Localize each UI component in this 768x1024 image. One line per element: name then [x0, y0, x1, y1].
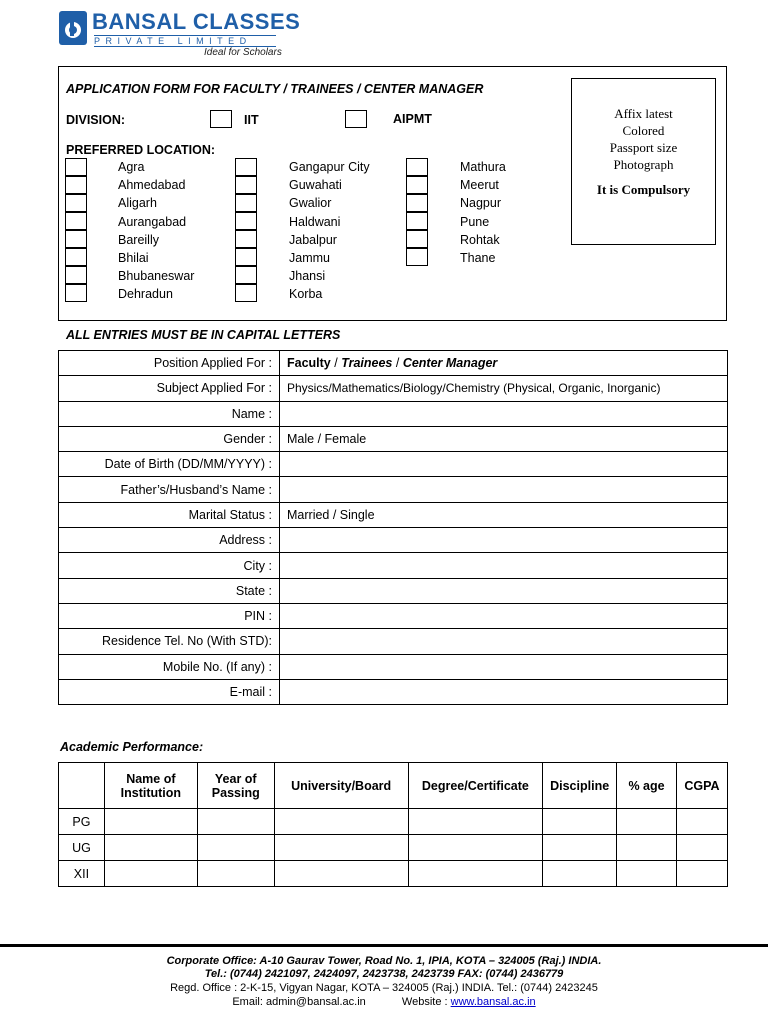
location-label: Haldwani [289, 215, 341, 229]
preferred-location-label: PREFERRED LOCATION: [66, 143, 216, 157]
applicant-details-table [58, 350, 728, 705]
table-cell[interactable] [408, 809, 543, 835]
dob-label: Date of Birth (DD/MM/YYYY) : [59, 452, 280, 477]
table-cell[interactable] [197, 861, 274, 887]
column-header: % age [617, 763, 677, 809]
table-row [59, 528, 728, 553]
location-label: Agra [118, 160, 145, 174]
table-row [59, 679, 728, 704]
table-cell[interactable] [543, 835, 617, 861]
location-checkbox[interactable] [406, 230, 428, 248]
table-cell[interactable] [274, 835, 408, 861]
separator: / [392, 356, 403, 371]
division-iit-checkbox[interactable] [210, 110, 232, 128]
location-label: Gangapur City [289, 160, 370, 174]
footer-regd-office: Regd. Office : 2-K-15, Vigyan Nagar, KOTA – 324005 (Raj.) INDIA. Tel.: (0744) 2423245 [170, 982, 598, 994]
location-checkbox[interactable] [406, 176, 428, 194]
position-faculty: Faculty [287, 356, 331, 371]
location-checkbox[interactable] [235, 194, 257, 212]
form-title: APPLICATION FORM FOR FACULTY / TRAINEES / CENTER MANAGER [66, 82, 484, 96]
table-cell[interactable] [197, 809, 274, 835]
location-label: Bhilai [118, 251, 149, 265]
footer-corporate-office: Corporate Office: A-10 Gaurav Tower, Road No. 1, IPIA, KOTA – 324005 (Raj.) INDIA. [166, 955, 602, 967]
address-field[interactable] [280, 528, 728, 553]
position-label: Position Applied For : [59, 351, 280, 376]
location-checkbox[interactable] [65, 266, 87, 284]
column-header: Degree/Certificate [408, 763, 543, 809]
company-logo [58, 9, 301, 60]
table-cell[interactable] [676, 809, 727, 835]
brand-name: BANSAL CLASSES [92, 9, 301, 34]
name-label: Name : [59, 401, 280, 426]
location-label: Korba [289, 287, 323, 301]
photo-compulsory-note: It is Compulsory [596, 182, 691, 197]
table-cell[interactable] [617, 861, 677, 887]
city-label: City : [59, 553, 280, 578]
column-header: Discipline [543, 763, 617, 809]
footer-website-label: Website : [401, 996, 448, 1008]
email-label: E-mail : [59, 679, 280, 704]
mobile-field[interactable] [280, 654, 728, 679]
position-value-field[interactable] [280, 351, 728, 376]
division-iit-label: IIT [244, 113, 259, 127]
name-field[interactable] [280, 401, 728, 426]
table-cell[interactable] [408, 861, 543, 887]
location-label: Bareilly [118, 233, 159, 247]
position-trainees: Trainees [341, 356, 393, 371]
location-checkbox[interactable] [235, 176, 257, 194]
location-checkbox[interactable] [406, 248, 428, 266]
location-label: Guwahati [289, 178, 342, 192]
table-cell[interactable] [197, 835, 274, 861]
location-label: Meerut [460, 178, 499, 192]
father-husband-name-label: Father’s/Husband’s Name : [59, 477, 280, 502]
marital-status-field[interactable]: Married / Single [280, 502, 728, 527]
location-checkbox[interactable] [65, 176, 87, 194]
location-label: Jhansi [289, 269, 326, 283]
column-header [59, 763, 105, 809]
table-row [59, 629, 728, 654]
gender-label: Gender : [59, 426, 280, 451]
photo-instruction-line: Affix latest [614, 106, 673, 121]
brand-tagline: Ideal for Scholars [204, 47, 282, 58]
location-label: Aurangabad [118, 215, 187, 229]
table-row [59, 861, 728, 887]
position-center-manager: Center Manager [402, 356, 498, 371]
footer-contact [0, 995, 768, 1009]
division-aipmt-label: AIPMT [393, 112, 432, 126]
table-row [59, 426, 728, 451]
email-field[interactable] [280, 679, 728, 704]
city-field[interactable] [280, 553, 728, 578]
residence-tel-label: Residence Tel. No (With STD): [59, 629, 280, 654]
location-checkbox[interactable] [235, 212, 257, 230]
separator: / [330, 356, 342, 371]
location-label: Mathura [460, 160, 506, 174]
column-header: University/Board [274, 763, 408, 809]
footer-email: Email: admin@bansal.ac.in [232, 996, 366, 1008]
bansal-logo-icon [58, 10, 88, 48]
table-header-row [59, 763, 728, 809]
table-cell[interactable] [543, 809, 617, 835]
location-checkbox[interactable] [406, 158, 428, 176]
location-label: Jabalpur [289, 233, 337, 247]
table-cell[interactable] [104, 809, 197, 835]
location-label: Nagpur [460, 196, 501, 210]
table-cell[interactable] [617, 809, 677, 835]
location-checkbox[interactable] [235, 158, 257, 176]
location-label: Jammu [289, 251, 330, 265]
table-row [59, 376, 728, 401]
location-label: Gwalior [289, 196, 332, 210]
mobile-label: Mobile No. (If any) : [59, 654, 280, 679]
address-label: Address : [59, 528, 280, 553]
location-checkbox[interactable] [235, 284, 257, 302]
table-row [59, 502, 728, 527]
location-label: Dehradun [118, 287, 173, 301]
academic-performance-table [58, 762, 728, 887]
column-header: Name of Institution [104, 763, 197, 809]
location-label: Thane [460, 251, 496, 265]
column-header: CGPA [676, 763, 727, 809]
table-cell[interactable] [274, 861, 408, 887]
academic-performance-title: Academic Performance: [60, 740, 204, 754]
location-checkbox[interactable] [235, 248, 257, 266]
table-cell[interactable] [104, 861, 197, 887]
photo-instruction-line: Colored [622, 123, 665, 138]
dob-field[interactable] [280, 452, 728, 477]
location-checkbox[interactable] [235, 266, 257, 284]
location-checkbox[interactable] [65, 158, 87, 176]
subject-label: Subject Applied For : [59, 376, 280, 401]
table-row [59, 553, 728, 578]
table-row [59, 477, 728, 502]
table-cell[interactable] [617, 835, 677, 861]
footer-telephone: Tel.: (0744) 2421097, 2424097, 2423738, 2423739 FAX: (0744) 2436779 [204, 968, 564, 980]
location-checkbox[interactable] [235, 230, 257, 248]
column-header: Year of Passing [197, 763, 274, 809]
row-label: PG [59, 809, 105, 835]
location-checkbox[interactable] [65, 248, 87, 266]
location-checkbox[interactable] [406, 212, 428, 230]
footer-divider [0, 944, 768, 947]
table-cell[interactable] [543, 861, 617, 887]
subject-value-field[interactable]: Physics/Mathematics/Biology/Chemistry (Physical, Organic, Inorganic) [280, 376, 728, 401]
location-checkbox[interactable] [65, 194, 87, 212]
state-label: State : [59, 578, 280, 603]
table-row [59, 401, 728, 426]
table-cell[interactable] [676, 861, 727, 887]
location-label: Ahmedabad [118, 178, 186, 192]
table-cell[interactable] [676, 835, 727, 861]
division-aipmt-checkbox[interactable] [345, 110, 367, 128]
photo-instruction-line: Photograph [613, 157, 674, 172]
location-checkbox[interactable] [65, 230, 87, 248]
capital-letters-note: ALL ENTRIES MUST BE IN CAPITAL LETTERS [66, 328, 341, 342]
pin-field[interactable] [280, 603, 728, 628]
location-checkbox[interactable] [65, 284, 87, 302]
table-cell[interactable] [104, 835, 197, 861]
location-label: Aligarh [118, 196, 157, 210]
gender-field[interactable]: Male / Female [280, 426, 728, 451]
location-checkbox[interactable] [65, 212, 87, 230]
table-cell[interactable] [408, 835, 543, 861]
table-row [59, 654, 728, 679]
table-row [59, 578, 728, 603]
table-row [59, 351, 728, 376]
table-cell[interactable] [274, 809, 408, 835]
division-label: DIVISION: [66, 113, 126, 127]
father-husband-name-field[interactable] [280, 477, 728, 502]
table-row [59, 835, 728, 861]
row-label: UG [59, 835, 105, 861]
website-link[interactable]: www.bansal.ac.in [450, 996, 536, 1008]
location-checkbox[interactable] [406, 194, 428, 212]
row-label: XII [59, 861, 105, 887]
table-row [59, 452, 728, 477]
marital-status-label: Marital Status : [59, 502, 280, 527]
residence-tel-field[interactable] [280, 629, 728, 654]
table-row [59, 809, 728, 835]
state-field[interactable] [280, 578, 728, 603]
pin-label: PIN : [59, 603, 280, 628]
table-row [59, 603, 728, 628]
brand-subtitle: PRIVATE LIMITED [94, 35, 276, 47]
location-label: Rohtak [460, 233, 500, 247]
location-label: Pune [460, 215, 490, 229]
photo-instruction-line: Passport size [609, 140, 678, 155]
location-label: Bhubaneswar [118, 269, 195, 283]
photo-placeholder[interactable] [571, 78, 716, 245]
